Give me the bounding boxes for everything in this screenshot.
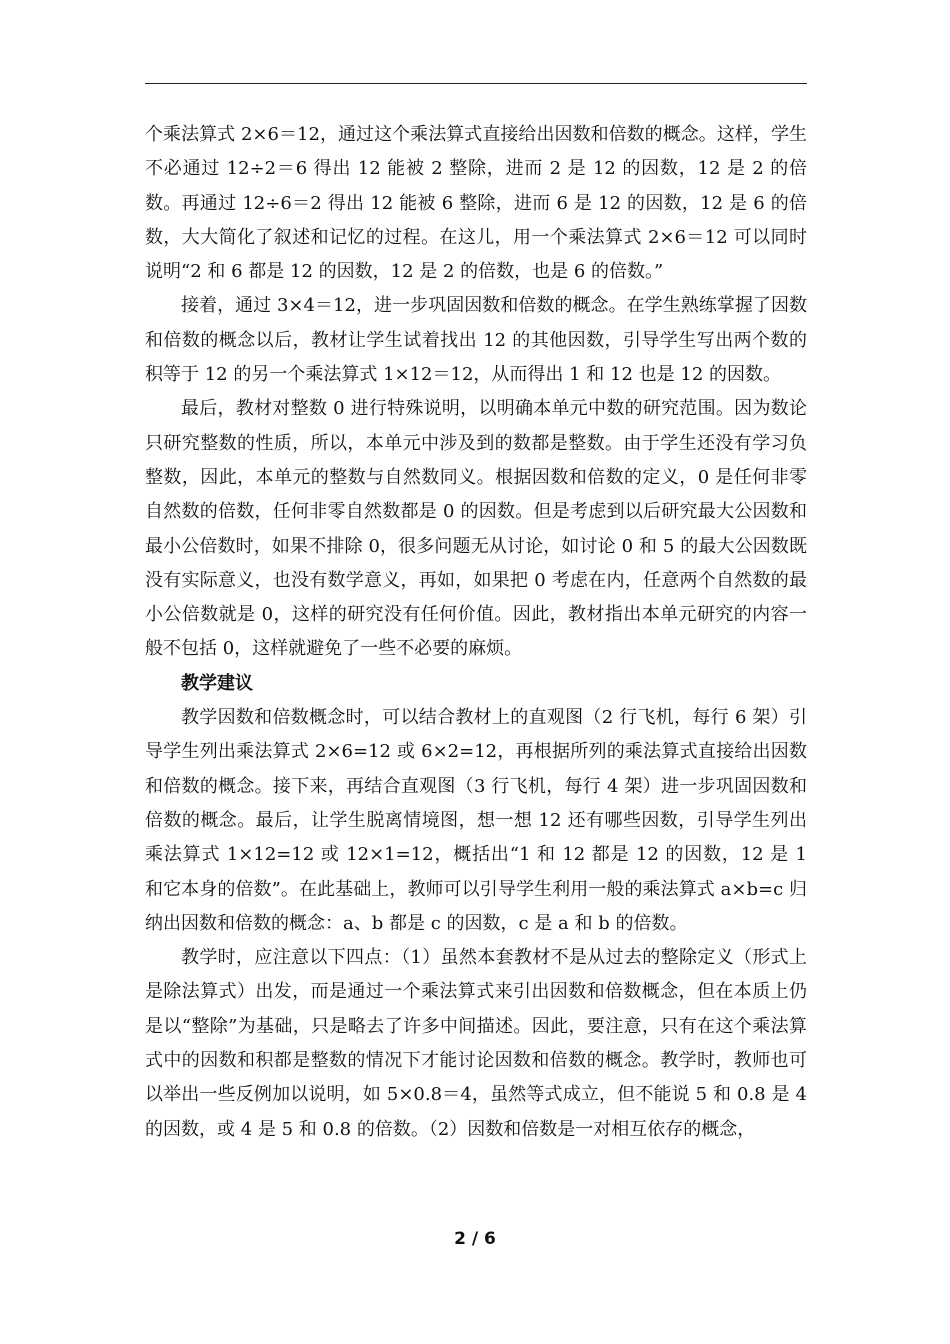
paragraph: 接着，通过 3×4＝12，进一步巩固因数和倍数的概念。在学生熟练掌握了因数和倍数的概念以后，教材让学生试着找出 12 的其他因数，引导学生写出两个数的积等于 12 的另一个乘法算式 1×12＝12，从而得出 1 和 12 也是 12 的因数。 bbox=[145, 295, 807, 386]
paragraph: 教学时，应注意以下四点：（1）虽然本套教材不是从过去的整除定义（形式上是除法算式）出发，而是通过一个乘法算式来引出因数和倍数概念，但在本质上仍是以“整除”为基础，只是略去了许多中间描述。因此，要注意，只有在这个乘法算式中的因数和积都是整数的情况下才能讨论因数和倍数的概念。教学时，教师也可以举出一些反例加以说明，如 5×0.8＝4，虽然等式成立，但不能说 5 和 0.8 是 4 的因数，或 4 是 5 和 0.8 的倍数。（2）因数和倍数是一对相互依存的概念， bbox=[145, 947, 807, 1140]
page-number: 2 / 6 bbox=[454, 1229, 496, 1249]
paragraph: 个乘法算式 2×6＝12，通过这个乘法算式直接给出因数和倍数的概念。这样，学生不必通过 12÷2＝6 得出 12 能被 2 整除，进而 2 是 12 的因数，12 是 2 的倍数。再通过 12÷6＝2 得出 12 能被 6 整除，进而 6 是 12 的因数，12 是 6 的倍数，大大简化了叙述和记忆的过程。在这儿，用一个乘法算式 2×6＝12 可以同时说明“2 和 6 都是 12 的因数，12 是 2 的倍数，也是 6 的倍数。” bbox=[145, 124, 807, 283]
paragraph: 教学因数和倍数概念时，可以结合教材上的直观图（2 行飞机，每行 6 架）引导学生列出乘法算式 2×6=12 或 6×2=12，再根据所列的乘法算式直接给出因数和倍数的概念。接下来，再结合直观图（3 行飞机，每行 4 架）进一步巩固因数和倍数的概念。最后，让学生脱离情境图，想一想 12 还有哪些因数，引导学生列出乘法算式 1×12=12 或 12×1=12，概括出“1 和 12 都是 12 的因数，12 是 1 和它本身的倍数”。在此基础上，教师可以引导学生利用一般的乘法算式 a×b=c 归纳出因数和倍数的概念：a、b 都是 c 的因数，c 是 a 和 b 的倍数。 bbox=[145, 707, 807, 934]
paragraph: 最后，教材对整数 0 进行特殊说明，以明确本单元中数的研究范围。因为数论只研究整数的性质，所以，本单元中涉及到的数都是整数。由于学生还没有学习负整数，因此，本单元的整数与自然数同义。根据因数和倍数的定义，0 是任何非零自然数的倍数，任何非零自然数都是 0 的因数。但是考虑到以后研究最大公因数和最小公倍数时，如果不排除 0，很多问题无从讨论，如讨论 0 和 5 的最大公因数既没有实际意义，也没有数学意义，再如，如果把 0 考虑在内，任意两个自然数的最小公倍数就是 0，这样的研究没有任何价值。因此，教材指出本单元研究的内容一般不包括 0，这样就避免了一些不必要的麻烦。 bbox=[145, 398, 807, 660]
section-heading: 教学建议 bbox=[181, 672, 253, 694]
header-rule bbox=[145, 83, 807, 84]
page-body bbox=[145, 118, 807, 1147]
